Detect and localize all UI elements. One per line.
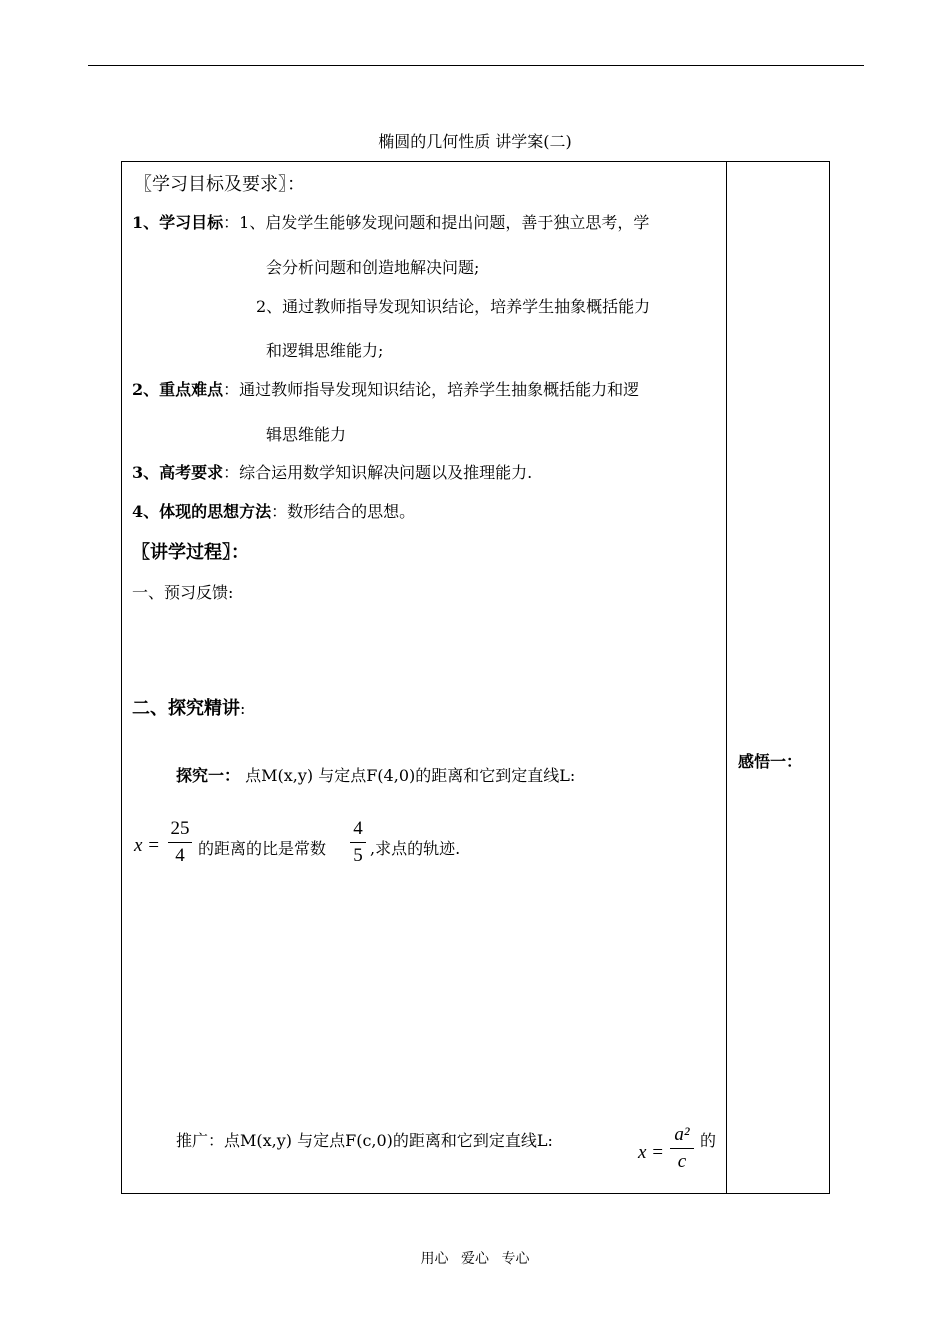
eq1-ratio-numerator: 4 (353, 818, 363, 839)
objective-1-line-2: 会分析问题和创造地解决问题; (266, 258, 480, 277)
eq1-end-text: ,求点的轨迹. (370, 839, 461, 858)
reflection-note: 感悟一： (738, 752, 803, 771)
explore-one (176, 763, 575, 786)
page-title: 椭圆的几何性质 讲学案(二) (378, 132, 572, 151)
objective-2-label: 2、重点难点 (132, 380, 224, 399)
objective-3-label: 3、高考要求 (132, 463, 224, 482)
eq1-denominator: 4 (175, 845, 185, 866)
gen-denominator: c (677, 1151, 687, 1172)
gen-x: x = (638, 1142, 665, 1163)
objective-2-line-2: 辑思维能力 (266, 425, 347, 444)
objective-2-line-1: ：通过教师指导发现知识结论，培养学生抽象概括能力和逻 (223, 380, 640, 399)
eq1-ratio-bar (350, 842, 366, 843)
objective-1-label: 1、学习目标 (132, 213, 224, 232)
objective-4-label: 4、体现的思想方法 (132, 502, 272, 521)
explore-one-text: 点M(x,y) 与定点F(4,0)的距离和它到定直线L: (240, 766, 576, 785)
generalization-end: 的 (700, 1131, 717, 1150)
gen-numerator: a² (674, 1124, 690, 1145)
explore-one-label: 探究一： (176, 766, 241, 785)
objective-1-line-3: 2、通过教师指导发现知识结论，培养学生抽象概括能力 (256, 297, 651, 316)
page-footer: 用心 爱心 专心 (420, 1251, 530, 1267)
header-rule (88, 65, 864, 66)
section-exploration-label: 二、探究精讲 (132, 698, 240, 719)
objective-1-line-1: ：1、启发学生能够发现问题和提出问题，善于独立思考，学 (223, 213, 650, 232)
objective-item-1 (132, 210, 649, 233)
lesson-table (121, 161, 830, 1194)
eq1-numerator: 25 (170, 818, 190, 839)
objective-1-line-4: 和逻辑思维能力; (266, 341, 384, 360)
gen-fraction (670, 1124, 694, 1173)
section-preview-feedback: 一、预习反馈: (132, 583, 234, 602)
eq1-x: x = (134, 835, 161, 856)
eq1-middle-text: 的距离的比是常数 (198, 839, 327, 858)
column-divider (726, 162, 727, 1193)
eq1-ratio-denominator: 5 (353, 845, 363, 866)
eq1-fraction-bar (168, 842, 192, 843)
section-exploration (132, 694, 245, 720)
gen-fraction-bar (670, 1148, 694, 1149)
process-heading: 〖讲学过程〗： (132, 542, 249, 563)
objective-item-3 (132, 460, 532, 483)
objectives-heading: 〖学习目标及要求〗： (134, 174, 305, 195)
generalization-text: 推广：点M(x,y) 与定点F(c,0)的距离和它到定直线L: (176, 1131, 553, 1150)
eq1-fraction (168, 818, 192, 867)
section-exploration-colon: : (240, 699, 246, 718)
objective-4-text: ：数形结合的思想。 (271, 502, 416, 521)
objective-item-4 (132, 499, 415, 522)
objective-item-2 (132, 377, 639, 400)
eq1-ratio-fraction (350, 818, 366, 867)
objective-3-text: ：综合运用数学知识解决问题以及推理能力. (223, 463, 533, 482)
